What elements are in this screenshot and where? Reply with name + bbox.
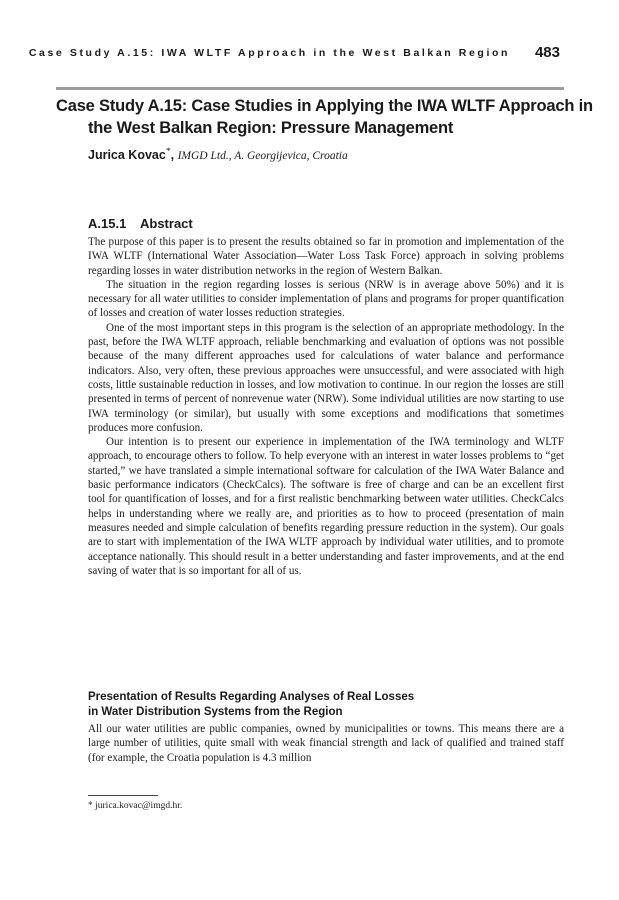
running-head [28, 44, 560, 66]
author-line [88, 146, 348, 162]
footnote [88, 801, 182, 811]
abstract-paragraph: The situation in the region regarding losses is serious (NRW is in average above 50%) and it is necessary for all water utilities to consider implementation of plans and programs for proper quantification of losses and creation of water losses reduction strategies. [88, 278, 564, 320]
subsection-heading-line: in Water Distribution Systems from the Region [88, 706, 343, 718]
page-number: 483 [534, 44, 560, 61]
chapter-title: Case Study A.15: Case Studies in Applying the IWA WLTF Approach in the West Balkan Region: Pressure Management [56, 97, 593, 137]
abstract-body [88, 235, 564, 578]
abstract-paragraph: The purpose of this paper is to present the results obtained so far in promotion and implementation of the IWA WLTF (International Water Association—Water Loss Task Force) approach in solving problems regarding losses in water distribution networks in the region of Western Balkan. [88, 236, 564, 277]
section-heading [88, 216, 193, 231]
author-affiliation: IMGD Ltd., A. Georgijevica, Croatia [177, 149, 348, 162]
header-rule [56, 87, 564, 90]
section-number: A.15.1 [88, 216, 127, 231]
author-separator: , [170, 147, 178, 162]
subsection-body: All our water utilities are public companies, owned by municipalities or towns. This means there are a large number of utilities, quite small with weak financial strength and lack of qualified and trained staff (for example, the Croatia population is 4.3 million [88, 723, 564, 764]
abstract-paragraph: Our intention is to present our experience in implementation of the IWA terminology and WLTF approach, to encourage others to follow. To help everyone with an interest in water losses problems to “get started,” we have translated a simple international software for calculation of the IWA Water Balance and basic performance indicators (CheckCalcs). The software is free of charge and can be an excellent first tool for quantification of losses, and for a first realistic benchmarking between water utilities. CheckCalcs helps in understanding where we really are, and priorities as to how to proceed (presentation of main measures needed and simple calculation of benefits regarding pressure reduction in the system). Our goals are to start with implementation of the IWA WLTF approach by individual water utilities, and to promote acceptance nationally. This should result in a better understanding and faster improvements, and at the end saving of water that is so important for all of us. [88, 436, 564, 577]
subsection-heading-line: Presentation of Results Regarding Analyses of Real Losses [88, 691, 415, 703]
running-head-title: Case Study A.15: IWA WLTF Approach in the West Balkan Region [28, 47, 510, 59]
author-footnote-mark: * [165, 146, 171, 157]
author-name: Jurica Kovac [88, 147, 166, 162]
footnote-rule [88, 795, 158, 796]
abstract-paragraph: One of the most important steps in this program is the selection of an appropriate methodology. In the past, before the IWA WLTF approach, reliable benchmarking and evaluation of options was not possible because of the many different approaches used for calculations of water balance and performance indicators. Also, very often, these previous approaches were unsuccessful, and were associated with high costs, little sustainable reduction in losses, and low motivation to continue. In our region the losses are still presented in terms of percent of nonrevenue water (NRW). Some individual utilities are now starting to use IWA terminology (or similar), but usually with some exceptions and modifications that sometimes produces more confusion. [88, 321, 564, 434]
subsection-heading [88, 690, 564, 720]
footnote-mark: * [88, 801, 93, 811]
footnote-email: jurica.kovac@imgd.hr. [95, 801, 183, 811]
section-title: Abstract [140, 216, 193, 231]
